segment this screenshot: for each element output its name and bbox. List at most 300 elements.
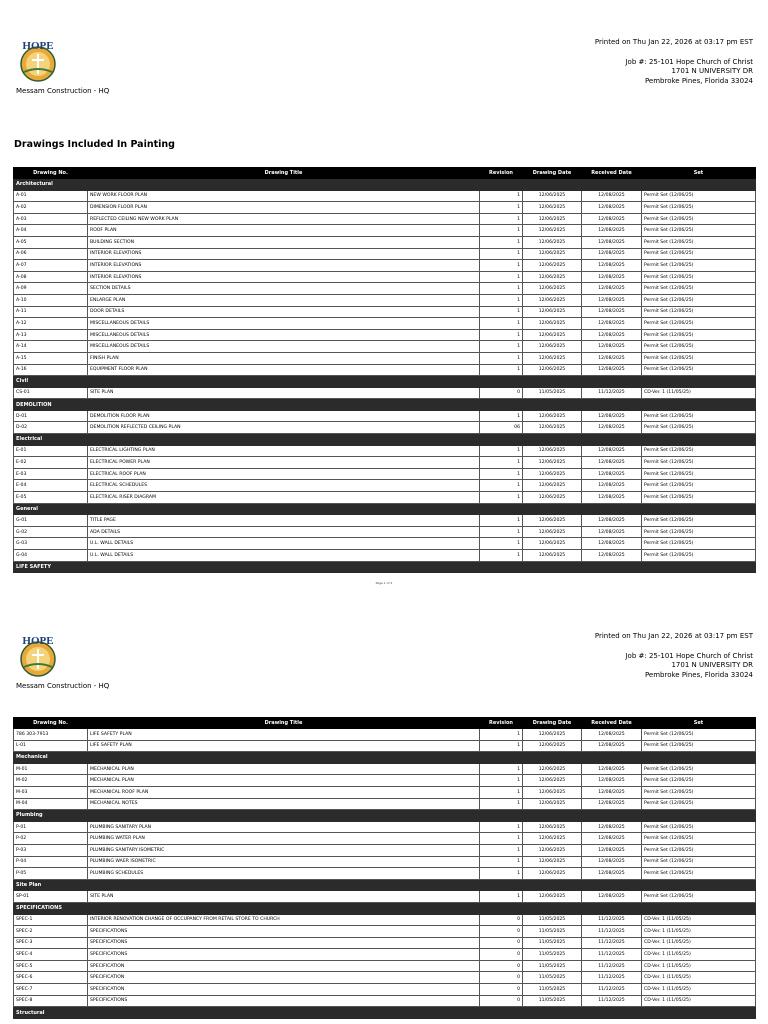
cell-set: Permit Set (12/06/25) [642, 271, 756, 283]
cell-drawing-date: 12/06/2025 [523, 190, 582, 202]
table-row[interactable] [14, 763, 756, 775]
cell-set: Permit Set (12/06/25) [642, 294, 756, 306]
group-label: Plumbing [14, 810, 756, 822]
job-number: Job #: 25-101 Hope Church of Christ [625, 651, 753, 660]
cell-drawing-title: SECTION DETAILS [88, 283, 480, 295]
cell-received-date: 12/08/2025 [582, 294, 642, 306]
col-received-date[interactable]: Received Date [582, 718, 642, 729]
cell-set: Permit Set (12/06/25) [642, 306, 756, 318]
cell-set: Permit Set (12/06/25) [642, 480, 756, 492]
cell-drawing-date: 12/06/2025 [523, 833, 582, 845]
cell-drawing-title: ELECTRICAL POWER PLAN [88, 457, 480, 469]
cell-drawing-no: G-03 [14, 538, 88, 550]
cell-set: Permit Set (12/06/25) [642, 538, 756, 550]
cell-drawing-no: A-09 [14, 283, 88, 295]
cell-drawing-date: 11/05/2025 [523, 387, 582, 399]
cell-revision: 1 [480, 775, 523, 787]
cell-drawing-no: A-06 [14, 248, 88, 260]
table-row[interactable] [14, 213, 756, 225]
cell-drawing-no: SPEC-1 [14, 914, 88, 926]
cell-set: Permit Set (12/06/25) [642, 236, 756, 248]
group-label: General [14, 503, 756, 515]
cell-drawing-title: MISCELLANEOUS DETAILS [88, 329, 480, 341]
group-header-row[interactable] [14, 561, 756, 573]
cell-drawing-no: P-03 [14, 844, 88, 856]
table-row[interactable] [14, 457, 756, 469]
cell-drawing-title: SPECIFICATIONS [88, 949, 480, 961]
col-revision[interactable]: Revision [480, 168, 523, 179]
cell-received-date: 12/08/2025 [582, 410, 642, 422]
cell-set: Permit Set (12/06/25) [642, 798, 756, 810]
cell-drawing-title: DEMOLITION REFLECTED CEILING PLAN [88, 422, 480, 434]
group-header-row[interactable] [14, 503, 756, 515]
cell-drawing-no: SPEC-8 [14, 995, 88, 1007]
cell-drawing-no: A-05 [14, 236, 88, 248]
cell-drawing-title: DIMENSION FLOOR PLAN [88, 202, 480, 214]
cell-received-date: 12/08/2025 [582, 352, 642, 364]
table-row[interactable] [14, 364, 756, 376]
cell-revision: 1 [480, 352, 523, 364]
cell-revision: 1 [480, 515, 523, 527]
company-name: Messam Construction - HQ [16, 682, 110, 690]
cell-drawing-date: 12/06/2025 [523, 271, 582, 283]
table-row[interactable] [14, 410, 756, 422]
cell-drawing-no: E-01 [14, 445, 88, 457]
cell-drawing-no: G-01 [14, 515, 88, 527]
table-row[interactable] [14, 318, 756, 330]
cell-set: Permit Set (12/06/25) [642, 515, 756, 527]
cell-received-date: 12/08/2025 [582, 763, 642, 775]
cell-received-date: 12/08/2025 [582, 729, 642, 741]
cell-revision: 1 [480, 526, 523, 538]
cell-drawing-date: 11/05/2025 [523, 984, 582, 996]
group-label: DEMOLITION [14, 399, 756, 411]
cell-drawing-no: SPEC-6 [14, 972, 88, 984]
cell-revision: 1 [480, 492, 523, 504]
cell-drawing-title: SPECIFICATION [88, 984, 480, 996]
cell-revision: 1 [480, 306, 523, 318]
cell-revision: 1 [480, 329, 523, 341]
cell-set: CD-Ver. 1 (11/05/25) [642, 995, 756, 1007]
cell-drawing-no: SPEC-7 [14, 984, 88, 996]
table-row[interactable] [14, 995, 756, 1007]
group-label: Civil [14, 376, 756, 388]
table-row[interactable] [14, 248, 756, 260]
cell-drawing-title: U.L. WALL DETAILS [88, 538, 480, 550]
col-revision[interactable]: Revision [480, 718, 523, 729]
cell-drawing-no: A-15 [14, 352, 88, 364]
table-row[interactable] [14, 352, 756, 364]
table-row[interactable] [14, 422, 756, 434]
cell-drawing-title: NEW WORK FLOOR PLAN [88, 190, 480, 202]
cell-received-date: 12/08/2025 [582, 868, 642, 880]
table-row[interactable] [14, 798, 756, 810]
table-header-row [14, 718, 756, 729]
cell-drawing-date: 12/06/2025 [523, 225, 582, 237]
cell-set: CD-Ver. 1 (11/05/25) [642, 949, 756, 961]
cell-set: Permit Set (12/06/25) [642, 740, 756, 752]
cell-set: Permit Set (12/06/25) [642, 844, 756, 856]
cell-revision: 1 [480, 318, 523, 330]
cell-revision: 1 [480, 480, 523, 492]
cell-set: CD-Ver. 1 (11/05/25) [642, 972, 756, 984]
table-row[interactable] [14, 833, 756, 845]
table-row[interactable] [14, 984, 756, 996]
table-row[interactable] [14, 550, 756, 562]
table-row[interactable] [14, 515, 756, 527]
cell-set: Permit Set (12/06/25) [642, 468, 756, 480]
cell-drawing-date: 12/06/2025 [523, 236, 582, 248]
cell-drawing-title: REFLECTED CEILING NEW WORK PLAN [88, 213, 480, 225]
cell-revision: 1 [480, 283, 523, 295]
cell-received-date: 12/08/2025 [582, 775, 642, 787]
cell-drawing-no: SPEC-3 [14, 937, 88, 949]
cell-drawing-title: MECHANICAL PLAN [88, 775, 480, 787]
cell-received-date: 11/12/2025 [582, 387, 642, 399]
cell-revision: 0 [480, 937, 523, 949]
group-label: Mechanical [14, 752, 756, 764]
cell-drawing-title: U.L. WALL DETAILS [88, 550, 480, 562]
cell-drawing-date: 12/06/2025 [523, 248, 582, 260]
table-row[interactable] [14, 445, 756, 457]
cell-received-date: 12/08/2025 [582, 891, 642, 903]
cell-set: Permit Set (12/06/25) [642, 492, 756, 504]
cell-drawing-no: D-02 [14, 422, 88, 434]
table-row[interactable] [14, 868, 756, 880]
cell-set: Permit Set (12/06/25) [642, 352, 756, 364]
table-body [14, 729, 756, 1019]
col-drawing-no[interactable]: Drawing No. [14, 718, 88, 729]
group-header-row[interactable] [14, 179, 756, 191]
cell-drawing-date: 11/05/2025 [523, 949, 582, 961]
address-line-2: Pembroke Pines, Florida 33024 [644, 670, 753, 679]
cell-drawing-title: EQUIPMENT FLOOR PLAN [88, 364, 480, 376]
cell-received-date: 12/08/2025 [582, 213, 642, 225]
cell-drawing-title: SITE PLAN [88, 387, 480, 399]
cell-revision: 06 [480, 422, 523, 434]
cell-revision: 1 [480, 538, 523, 550]
cell-revision: 1 [480, 786, 523, 798]
cell-revision: 1 [480, 341, 523, 353]
cell-received-date: 12/08/2025 [582, 480, 642, 492]
cell-drawing-no: A-16 [14, 364, 88, 376]
cell-drawing-no: G-04 [14, 550, 88, 562]
cell-received-date: 12/08/2025 [582, 457, 642, 469]
cell-received-date: 12/08/2025 [582, 318, 642, 330]
cell-set: CD-Ver. 1 (11/05/25) [642, 960, 756, 972]
address-line-1: 1701 N UNIVERSITY DR [671, 661, 753, 669]
table-row[interactable] [14, 891, 756, 903]
cell-drawing-date: 12/06/2025 [523, 798, 582, 810]
cell-set: Permit Set (12/06/25) [642, 775, 756, 787]
group-header-row[interactable] [14, 1007, 756, 1019]
cell-drawing-date: 12/06/2025 [523, 868, 582, 880]
table-row[interactable] [14, 949, 756, 961]
cell-revision: 1 [480, 729, 523, 741]
cell-revision: 1 [480, 364, 523, 376]
cell-received-date: 11/12/2025 [582, 995, 642, 1007]
cell-received-date: 12/08/2025 [582, 844, 642, 856]
cell-set: CD-Ver. 1 (11/05/25) [642, 914, 756, 926]
table-row[interactable] [14, 526, 756, 538]
cell-revision: 1 [480, 821, 523, 833]
col-drawing-title[interactable]: Drawing Title [88, 718, 480, 729]
group-header-row[interactable] [14, 376, 756, 388]
cell-drawing-no: E-02 [14, 457, 88, 469]
cell-drawing-no: A-11 [14, 306, 88, 318]
printed-timestamp: Printed on Thu Jan 22, 2026 at 03:17 pm EST [594, 38, 753, 46]
cell-revision: 0 [480, 914, 523, 926]
table-row[interactable] [14, 729, 756, 741]
cell-drawing-no: P-05 [14, 868, 88, 880]
table-row[interactable] [14, 926, 756, 938]
cell-revision: 0 [480, 949, 523, 961]
cell-received-date: 12/08/2025 [582, 422, 642, 434]
cell-set: Permit Set (12/06/25) [642, 225, 756, 237]
cell-drawing-no: M-04 [14, 798, 88, 810]
cell-received-date: 12/08/2025 [582, 190, 642, 202]
col-drawing-date[interactable]: Drawing Date [523, 168, 582, 179]
cell-received-date: 12/08/2025 [582, 833, 642, 845]
cell-drawing-title: BUILDING SECTION [88, 236, 480, 248]
cell-drawing-title: SITE PLAN [88, 891, 480, 903]
group-label: Electrical [14, 434, 756, 446]
cell-received-date: 11/12/2025 [582, 949, 642, 961]
group-header-row[interactable] [14, 879, 756, 891]
cell-received-date: 11/12/2025 [582, 972, 642, 984]
cell-drawing-title: MISCELLANEOUS DETAILS [88, 341, 480, 353]
cell-drawing-title: SPECIFICATIONS [88, 937, 480, 949]
cell-drawing-title: PLUMBING SANITARY ISOMETRIC [88, 844, 480, 856]
cell-revision: 1 [480, 445, 523, 457]
cell-drawing-title: MECHANICAL PLAN [88, 763, 480, 775]
cell-drawing-date: 12/06/2025 [523, 352, 582, 364]
cell-received-date: 12/08/2025 [582, 856, 642, 868]
cell-drawing-title: ADA DETAILS [88, 526, 480, 538]
cell-revision: 0 [480, 995, 523, 1007]
cell-drawing-date: 12/06/2025 [523, 260, 582, 272]
table-row[interactable] [14, 775, 756, 787]
cell-received-date: 12/08/2025 [582, 550, 642, 562]
cell-received-date: 12/08/2025 [582, 260, 642, 272]
cell-set: Permit Set (12/06/25) [642, 190, 756, 202]
cell-set: Permit Set (12/06/25) [642, 550, 756, 562]
cell-drawing-title: ROOF PLAN [88, 225, 480, 237]
table-row[interactable] [14, 283, 756, 295]
hope-logo-icon [16, 633, 60, 679]
group-label: Structural [14, 1007, 756, 1019]
cell-received-date: 12/08/2025 [582, 468, 642, 480]
cell-drawing-title: PLUMBING SCHEDULES [88, 868, 480, 880]
cell-drawing-no: A-14 [14, 341, 88, 353]
cell-set: Permit Set (12/06/25) [642, 283, 756, 295]
cell-set: Permit Set (12/06/25) [642, 856, 756, 868]
cell-drawing-date: 12/06/2025 [523, 422, 582, 434]
cell-received-date: 12/08/2025 [582, 798, 642, 810]
cell-drawing-date: 12/06/2025 [523, 364, 582, 376]
cell-received-date: 11/12/2025 [582, 937, 642, 949]
cell-drawing-date: 12/06/2025 [523, 821, 582, 833]
cell-drawing-title: INTERIOR ELEVATIONS [88, 248, 480, 260]
cell-revision: 0 [480, 926, 523, 938]
cell-revision: 0 [480, 960, 523, 972]
table-row[interactable] [14, 786, 756, 798]
table-row[interactable] [14, 937, 756, 949]
cell-drawing-no: SPEC-2 [14, 926, 88, 938]
drawings-table-page-1 [13, 167, 756, 573]
cell-drawing-no: M-02 [14, 775, 88, 787]
col-drawing-date[interactable]: Drawing Date [523, 718, 582, 729]
cell-received-date: 12/08/2025 [582, 306, 642, 318]
table-row[interactable] [14, 271, 756, 283]
table-row[interactable] [14, 914, 756, 926]
cell-drawing-no: A-01 [14, 190, 88, 202]
table-row[interactable] [14, 740, 756, 752]
cell-drawing-date: 12/06/2025 [523, 480, 582, 492]
cell-drawing-title: PLUMBING WAER ISOMETRIC [88, 856, 480, 868]
cell-drawing-date: 12/06/2025 [523, 775, 582, 787]
cell-revision: 1 [480, 260, 523, 272]
table-row[interactable] [14, 202, 756, 214]
cell-revision: 1 [480, 856, 523, 868]
cell-set: Permit Set (12/06/25) [642, 445, 756, 457]
cell-drawing-date: 11/05/2025 [523, 972, 582, 984]
cell-set: Permit Set (12/06/25) [642, 248, 756, 260]
cell-drawing-no: P-02 [14, 833, 88, 845]
cell-set: Permit Set (12/06/25) [642, 526, 756, 538]
cell-received-date: 12/08/2025 [582, 341, 642, 353]
section-title: Drawings Included In Painting [14, 139, 175, 150]
cell-drawing-title: PLUMBING WATER PLAN [88, 833, 480, 845]
cell-set: Permit Set (12/06/25) [642, 457, 756, 469]
cell-drawing-title: ELECTRICAL SCHEDULES [88, 480, 480, 492]
cell-received-date: 11/12/2025 [582, 960, 642, 972]
table-row[interactable] [14, 960, 756, 972]
cell-drawing-title: SPECIFICATION [88, 960, 480, 972]
cell-set: Permit Set (12/06/25) [642, 422, 756, 434]
cell-drawing-date: 12/06/2025 [523, 283, 582, 295]
col-drawing-title[interactable]: Drawing Title [88, 168, 480, 179]
cell-drawing-date: 12/06/2025 [523, 306, 582, 318]
cell-drawing-no: A-03 [14, 213, 88, 225]
table-body [14, 179, 756, 573]
page-footer: Page 1 of 2 [375, 581, 393, 585]
cell-revision: 1 [480, 248, 523, 260]
cell-drawing-title: INTERIOR ELEVATIONS [88, 260, 480, 272]
cell-drawing-no: SPEC-4 [14, 949, 88, 961]
group-header-row[interactable] [14, 810, 756, 822]
table-row[interactable] [14, 468, 756, 480]
group-label: Site Plan [14, 879, 756, 891]
col-set[interactable]: Set [642, 168, 756, 179]
col-drawing-no[interactable]: Drawing No. [14, 168, 88, 179]
cell-drawing-date: 12/06/2025 [523, 515, 582, 527]
table-row[interactable] [14, 260, 756, 272]
cell-revision: 1 [480, 844, 523, 856]
cell-revision: 0 [480, 984, 523, 996]
cell-received-date: 12/08/2025 [582, 283, 642, 295]
cell-drawing-no: SP-01 [14, 891, 88, 903]
cell-drawing-date: 11/05/2025 [523, 937, 582, 949]
group-header-row[interactable] [14, 399, 756, 411]
table-row[interactable] [14, 387, 756, 399]
cell-set: Permit Set (12/06/25) [642, 786, 756, 798]
cell-drawing-date: 12/06/2025 [523, 213, 582, 225]
table-row[interactable] [14, 236, 756, 248]
cell-received-date: 11/12/2025 [582, 926, 642, 938]
cell-drawing-title: PLUMBING SANITARY PLAN [88, 821, 480, 833]
cell-drawing-date: 12/06/2025 [523, 856, 582, 868]
cell-set: Permit Set (12/06/25) [642, 868, 756, 880]
table-row[interactable] [14, 856, 756, 868]
table-row[interactable] [14, 190, 756, 202]
cell-received-date: 12/08/2025 [582, 786, 642, 798]
col-received-date[interactable]: Received Date [582, 168, 642, 179]
header-info [595, 632, 753, 680]
cell-drawing-date: 12/06/2025 [523, 445, 582, 457]
cell-revision: 1 [480, 868, 523, 880]
cell-drawing-date: 12/06/2025 [523, 891, 582, 903]
cell-drawing-no: 786 303-7913 [14, 729, 88, 741]
cell-drawing-no: A-02 [14, 202, 88, 214]
cell-drawing-title: INTERIOR RENOVATION CHANGE OF OCCUPANCY FROM RETAIL STORE TO CHURCH [88, 914, 480, 926]
cell-drawing-title: INTERIOR ELEVATIONS [88, 271, 480, 283]
cell-set: Permit Set (12/06/25) [642, 821, 756, 833]
cell-revision: 1 [480, 763, 523, 775]
group-label: Architectural [14, 179, 756, 191]
cell-drawing-no: CS-01 [14, 387, 88, 399]
cell-drawing-date: 12/06/2025 [523, 294, 582, 306]
table-row[interactable] [14, 492, 756, 504]
company-name: Messam Construction - HQ [16, 87, 110, 95]
table-row[interactable] [14, 538, 756, 550]
table-row[interactable] [14, 972, 756, 984]
table-row[interactable] [14, 821, 756, 833]
cell-drawing-title: ENLARGE PLAN [88, 294, 480, 306]
cell-set: Permit Set (12/06/25) [642, 329, 756, 341]
col-set[interactable]: Set [642, 718, 756, 729]
table-row[interactable] [14, 341, 756, 353]
cell-received-date: 12/08/2025 [582, 202, 642, 214]
group-header-row[interactable] [14, 752, 756, 764]
table-row[interactable] [14, 329, 756, 341]
cell-drawing-date: 12/06/2025 [523, 492, 582, 504]
cell-drawing-date: 12/06/2025 [523, 341, 582, 353]
cell-drawing-no: A-07 [14, 260, 88, 272]
cell-revision: 1 [480, 798, 523, 810]
svg-text:HOPE: HOPE [22, 635, 54, 647]
cell-drawing-date: 12/06/2025 [523, 457, 582, 469]
printed-timestamp: Printed on Thu Jan 22, 2026 at 03:17 pm EST [594, 632, 753, 640]
cell-drawing-date: 12/06/2025 [523, 202, 582, 214]
table-row[interactable] [14, 225, 756, 237]
cell-set: Permit Set (12/06/25) [642, 410, 756, 422]
cell-drawing-no: P-04 [14, 856, 88, 868]
table-row[interactable] [14, 480, 756, 492]
cell-drawing-date: 12/06/2025 [523, 526, 582, 538]
cell-drawing-title: LIFE SAFETY PLAN [88, 740, 480, 752]
cell-set: CD-Ver. 1 (11/05/25) [642, 926, 756, 938]
report-page-2 [0, 600, 768, 1024]
table-row[interactable] [14, 844, 756, 856]
table-row[interactable] [14, 306, 756, 318]
table-row[interactable] [14, 294, 756, 306]
cell-drawing-title: DEMOLITION FLOOR PLAN [88, 410, 480, 422]
group-header-row[interactable] [14, 434, 756, 446]
cell-drawing-date: 12/06/2025 [523, 538, 582, 550]
group-header-row[interactable] [14, 902, 756, 914]
cell-drawing-title: LIFE SAFETY PLAN [88, 729, 480, 741]
